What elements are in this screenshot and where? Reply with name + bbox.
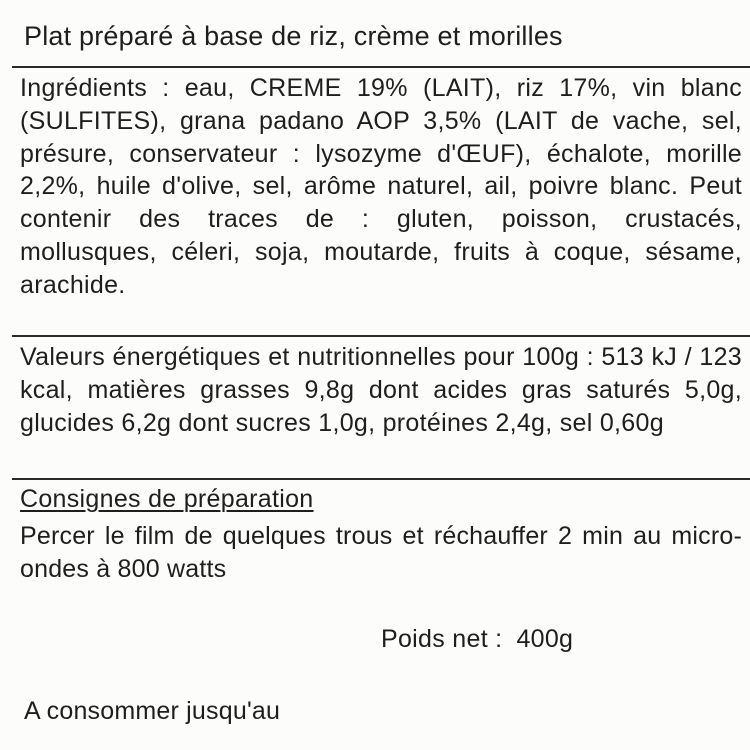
net-weight xyxy=(381,623,573,655)
divider-line xyxy=(12,335,750,337)
nutrition-facts-text: Valeurs énergétiques et nutritionnelles pour 100g : 513 kJ / 123 kcal, matières grasses 9,8g dont acides gras saturés 5,0g, glucides 6,2g dont sucres 1,0g, protéines 2,4g, sel 0,60g xyxy=(20,343,742,437)
preparation-instructions: Percer le film de quelques trous et réchauffer 2 min au micro-ondes à 800 watts xyxy=(20,522,742,583)
divider-line xyxy=(12,66,750,68)
preparation-heading: Consignes de préparation xyxy=(20,485,314,513)
divider-line xyxy=(12,478,750,480)
net-weight-label: Poids net : xyxy=(381,625,503,653)
product-title: Plat préparé à base de riz, crème et morilles xyxy=(24,21,563,51)
ingredients-text: Ingrédients : eau, CREME 19% (LAIT), riz 17%, vin blanc (SULFITES), grana padano AOP 3,5% (LAIT de vache, sel, présure, conservateur : lysozyme d'ŒUF), échalote, morille 2,2%, huile d'olive, sel, arôme naturel, ail, poivre blanc. Peut contenir des traces de : gluten, poisson, crustacés, mollusques, céleri, soja, moutarde, fruits à coque, sésame, arachide. xyxy=(20,74,742,299)
net-weight-value: 400g xyxy=(516,625,574,653)
best-before-label: A consommer jusqu'au xyxy=(24,697,281,725)
